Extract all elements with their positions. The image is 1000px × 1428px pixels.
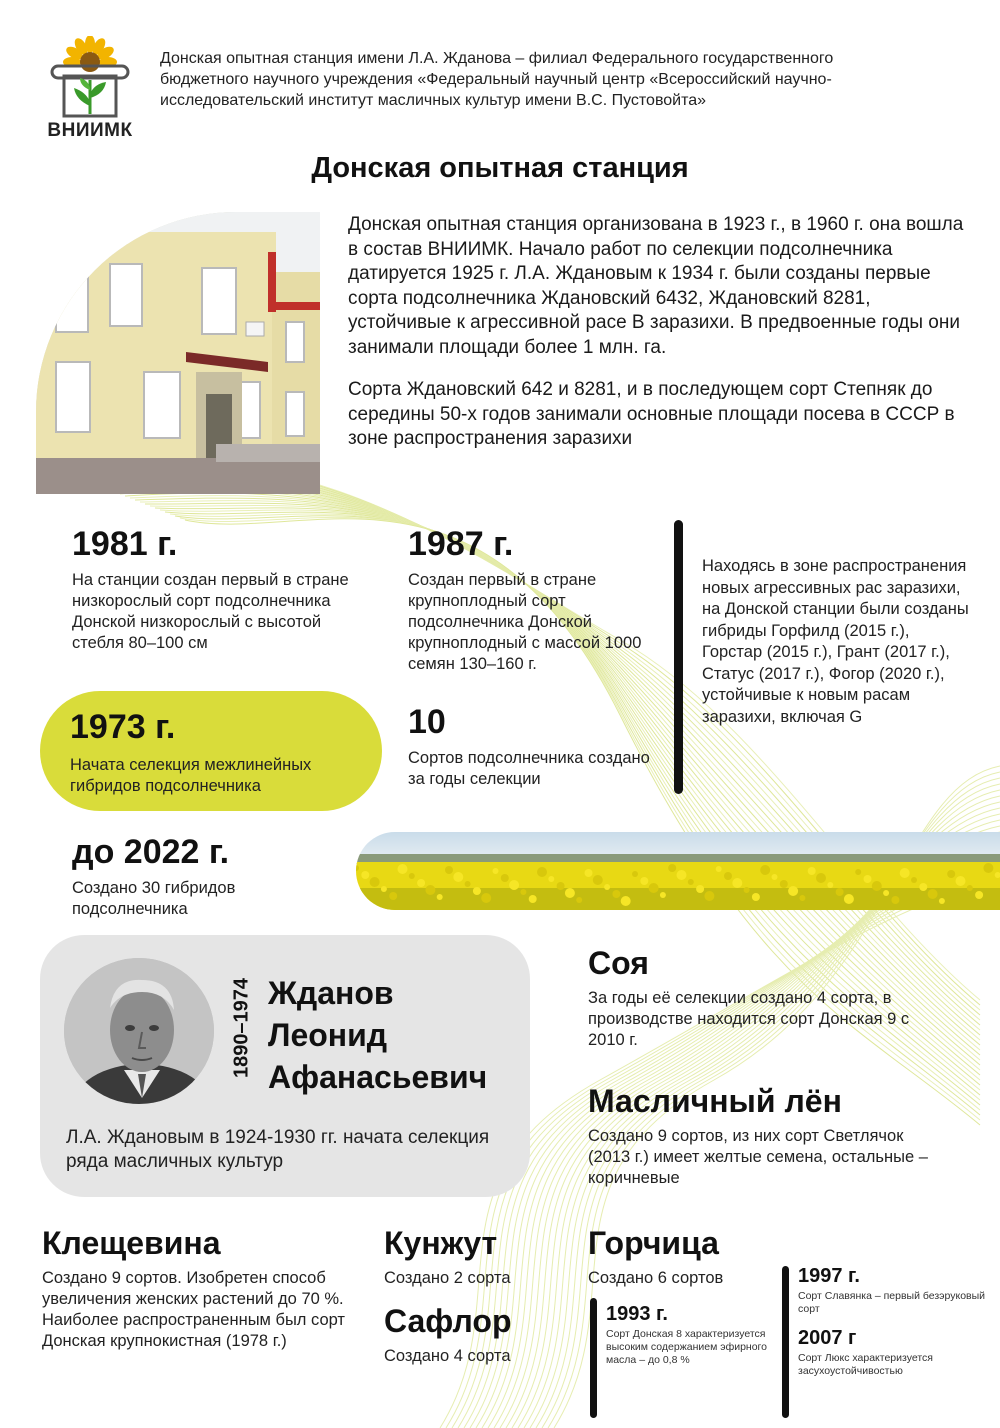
crop-flax [588, 1082, 948, 1189]
field-bloom [919, 883, 927, 891]
field-bloom [928, 889, 938, 899]
crop-safflower [384, 1302, 564, 1367]
fact-1987-year: 1987 г. [408, 525, 514, 563]
intro-paragraph-1: Донская опытная станция организована в 1923 г., в 1960 г. она вошла в состав ВНИИМК. Начало работ по селекции подсолнечника датируется 1925 г. Л.А. Ждановым к 1934 г. были созданы первые сорта подсолнечника Ждановский 6432, Ждановский 8281, устойчивые к агрессивной расе В заразихи. В предвоенные годы они занимали площади более 1 млн. га. [348, 214, 964, 358]
rapeseed-field-photo [356, 832, 1000, 910]
field-bloom [473, 887, 481, 895]
field-bloom [398, 864, 408, 874]
life-years [222, 968, 262, 1088]
field-bloom [864, 875, 872, 883]
field-bloom [409, 873, 415, 879]
logo-text: ВНИИМК [47, 120, 133, 141]
intro-paragraph-2: Сорта Ждановский 642 и 8281, и в последующем сорт Степняк до середины 50-х годов занимали основные площади посева в СССР в зоне распространения заразихи [348, 379, 955, 449]
person-surname: Жданов [268, 975, 394, 1011]
crop-castor [42, 1224, 362, 1352]
intro-text [348, 213, 978, 452]
field-bloom [632, 871, 638, 877]
mustard-2007-text: Сорт Люкс характеризуется засухоустойчивостью [798, 1352, 933, 1377]
crop-flax-text: Создано 9 сортов, из них сорт Светлячок (2013 г.) имеет желтые семена, остальные – коричневые [588, 1127, 928, 1187]
field-bloom [732, 878, 742, 888]
field-bloom [381, 886, 387, 892]
person-patronymic: Афанасьевич [268, 1059, 488, 1095]
mustard-2007-year: 2007 г [798, 1327, 857, 1349]
field-bloom [537, 867, 547, 877]
field-bloom [557, 882, 565, 890]
mustard-1993-text: Сорт Донская 8 характеризуется высоким содержанием эфирного масла – до 0,8 % [606, 1328, 767, 1366]
field-bloom [417, 879, 425, 887]
organization-name: Донская опытная станция имени Л.А. Жданова – филиал Федерального государственного бюджетного научного учреждения «Федеральный научный центр «Всероссийский научно-исследовательский институт масличных культур имени В.С. Пустовойта» [160, 50, 834, 109]
crop-mustard-title: Горчица [588, 1225, 719, 1261]
field-bloom [437, 894, 443, 900]
fact-1973-highlight [40, 691, 382, 811]
mustard-1993 [606, 1302, 776, 1367]
field-bloom [780, 880, 788, 888]
fact-1981-text: На станции создан первый в стране низкорослый сорт подсолнечника Донской низкорослый с высотой стебля 80–100 см [72, 571, 349, 652]
field-bloom [481, 893, 491, 903]
field-bloom [621, 896, 631, 906]
field-bloom [911, 877, 917, 883]
field-bloom [493, 868, 499, 874]
field-bloom [939, 898, 945, 904]
field-bloom [900, 868, 910, 878]
field-bloom [425, 885, 435, 895]
fact-1987-text: Создан первый в стране крупноплодный сорт подсолнечника Донской крупноплодный с массой 1000 семян 130–160 г. [408, 571, 642, 673]
mustard-1997-year: 1997 г. [798, 1265, 860, 1287]
field-bloom [872, 881, 882, 891]
mustard-1997 [798, 1264, 988, 1316]
field-bloom [612, 890, 620, 898]
field-bloom [389, 892, 397, 900]
field-bloom [983, 863, 993, 873]
field-bloom [509, 880, 519, 890]
fact-ten-varieties [408, 702, 668, 790]
field-bloom [967, 885, 973, 891]
crop-castor-text: Создано 9 сортов. Изобретен способ увеличения женских растений до 70 %. Наиболее распространенным был сорт Донская крупнокистная (1978 г.) [42, 1269, 345, 1350]
crop-mustard [588, 1224, 778, 1289]
field-bloom [677, 870, 687, 880]
vniimk-logo [34, 36, 146, 146]
fact-2022-text: Создано 30 гибридов подсолнечника [72, 879, 236, 918]
mustard-1993-year: 1993 г. [606, 1303, 668, 1325]
crop-sesame [384, 1224, 564, 1289]
crop-mustard-text: Создано 6 сортов [588, 1269, 724, 1287]
field-bloom [827, 882, 833, 888]
field-bloom [855, 869, 861, 875]
field-bloom [956, 876, 966, 886]
crop-safflower-text: Создано 4 сорта [384, 1347, 511, 1365]
person-first-name: Леонид [268, 1017, 388, 1053]
crop-safflower-title: Сафлор [384, 1303, 512, 1339]
mustard-1993-bar [590, 1298, 597, 1418]
field-bloom [453, 872, 463, 882]
crop-soya [588, 944, 948, 1051]
field-bloom [716, 866, 722, 872]
field-bloom [799, 895, 805, 901]
field-bloom [704, 891, 714, 901]
crop-soya-text: За годы её селекции создано 4 сорта, в производстве находится сорт Донская 9 с 2010 г. [588, 989, 910, 1049]
field-bloom [752, 893, 760, 901]
field-bloom [593, 875, 603, 885]
fact-1987 [408, 524, 668, 675]
fact-1981 [72, 524, 362, 654]
field-bloom [883, 890, 889, 896]
field-bloom [760, 865, 770, 875]
field-bloom [975, 891, 983, 899]
fact-1981-year: 1981 г. [72, 525, 178, 563]
crop-soya-title: Соя [588, 945, 649, 981]
field-bloom [370, 877, 380, 887]
fact-2022 [72, 832, 352, 920]
field-bloom [520, 889, 526, 895]
field-bloom [772, 874, 778, 880]
fact-ten-number: 10 [408, 703, 446, 741]
fact-ten-text: Сортов подсолнечника создано за годы селекции [408, 749, 650, 788]
fact-2022-year: до 2022 г. [72, 833, 230, 871]
station-building-photo [36, 212, 320, 494]
mustard-1997-text: Сорт Славянка – первый безэруковый сорт [798, 1290, 986, 1315]
field-bloom [604, 884, 610, 890]
field-bloom [808, 867, 816, 875]
field-bloom [465, 881, 471, 887]
field-bloom [529, 895, 537, 903]
sunflower-logo-icon [34, 36, 146, 120]
field-bloom [891, 896, 899, 904]
field-bloom [548, 876, 554, 882]
field-bloom [947, 870, 955, 878]
life-years-text: 1890–1974 [230, 977, 253, 1079]
field-bloom [668, 864, 676, 872]
field-bloom [576, 897, 582, 903]
crop-sesame-title: Кунжут [384, 1225, 498, 1261]
field-bloom [640, 877, 648, 885]
field-bloom [660, 892, 666, 898]
field-bloom [688, 879, 694, 885]
field-bloom [649, 883, 659, 893]
mustard-2007 [798, 1326, 988, 1378]
crop-flax-title: Масличный лён [588, 1083, 842, 1119]
field-bloom [696, 885, 704, 893]
mustard-1997-bar [782, 1266, 789, 1418]
divider-bar [674, 520, 683, 794]
field-bloom [744, 887, 750, 893]
field-bloom [844, 894, 854, 904]
zhdanov-portrait [64, 958, 214, 1104]
field-bloom [724, 872, 732, 880]
field-bloom [836, 888, 844, 896]
field-bloom [361, 871, 369, 879]
person-note: Л.А. Ждановым в 1924-1930 гг. начата селекция ряда масличных культур [66, 1127, 490, 1172]
person-name [268, 972, 487, 1098]
field-bloom [565, 888, 575, 898]
fact-1973-text: Начата селекция межлинейных гибридов подсолнечника [70, 756, 312, 795]
field-bloom [445, 866, 453, 874]
field-bloom [501, 874, 509, 882]
page-title: Донская опытная станция [311, 152, 689, 184]
field-bloom [816, 873, 826, 883]
fact-hybrids-text: Находясь в зоне распространения новых агрессивных рас заразихи, на Донской станции были созданы гибриды Горфилд (2015 г.), Горстар (2015 г.), Грант (2017 г.), Статус (2017 г.), Фогор (2020 г.), устойчивые к новым расам заразихи, включая G [702, 557, 969, 726]
field-bloom [585, 869, 593, 877]
crop-castor-title: Клещевина [42, 1225, 221, 1261]
crop-sesame-text: Создано 2 сорта [384, 1269, 511, 1287]
fact-1973-year: 1973 г. [70, 708, 176, 746]
field-bloom [788, 886, 798, 896]
